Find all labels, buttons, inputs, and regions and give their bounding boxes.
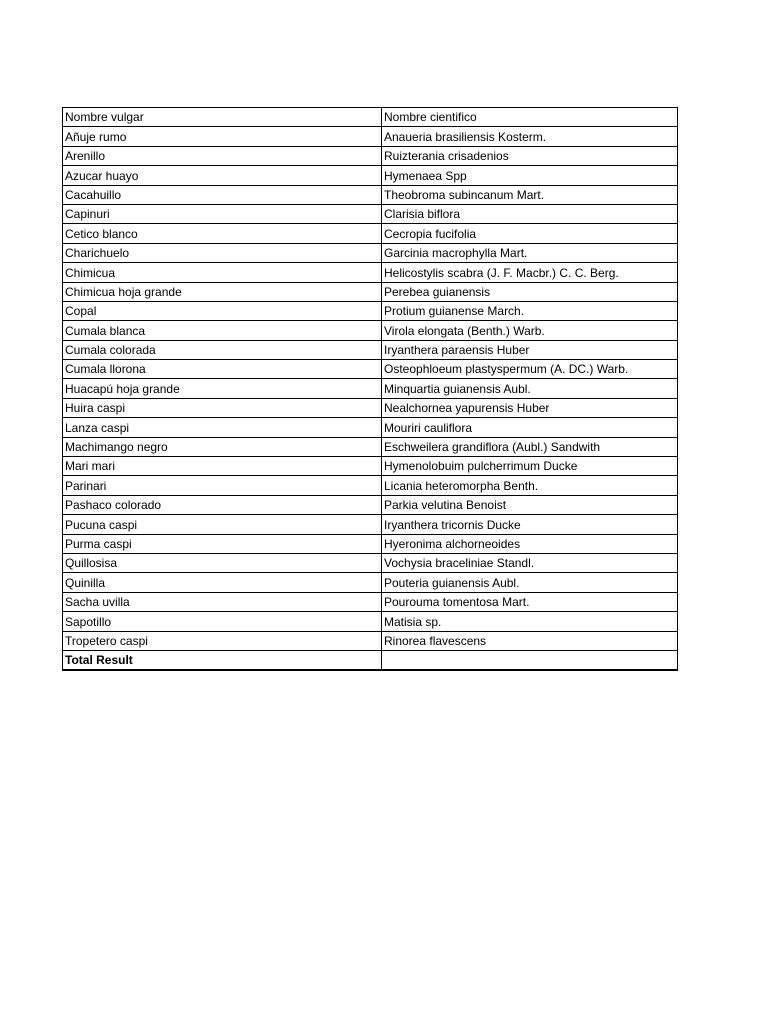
common-name-cell: Cumala colorada: [63, 340, 382, 359]
table-row: [63, 573, 678, 592]
scientific-name-cell: Clarisia biflora: [382, 204, 678, 223]
common-name-cell: Quillosisa: [63, 553, 382, 572]
header-row: [63, 108, 678, 127]
table-row: [63, 476, 678, 495]
scientific-name-cell: Minquartia guianensis Aubl.: [382, 379, 678, 398]
scientific-name-cell: Hymenaea Spp: [382, 166, 678, 185]
common-name-cell: Huira caspi: [63, 398, 382, 417]
table-row: [63, 146, 678, 165]
common-name-cell: Lanza caspi: [63, 418, 382, 437]
table-row: [63, 321, 678, 340]
table-row: [63, 592, 678, 611]
table-row: [63, 243, 678, 262]
table-row: [63, 340, 678, 359]
table-row: [63, 553, 678, 572]
common-name-cell: Pashaco colorado: [63, 495, 382, 514]
total-row: [63, 650, 678, 670]
spreadsheet-page: [62, 107, 677, 671]
common-name-cell: Azucar huayo: [63, 166, 382, 185]
table-row: [63, 166, 678, 185]
table-row: [63, 398, 678, 417]
common-name-cell: Purma caspi: [63, 534, 382, 553]
table-row: [63, 612, 678, 631]
table-row: [63, 282, 678, 301]
table-row: [63, 379, 678, 398]
scientific-name-cell: Pouteria guianensis Aubl.: [382, 573, 678, 592]
table-row: [63, 360, 678, 379]
common-name-cell: Pucuna caspi: [63, 515, 382, 534]
table-row: [63, 418, 678, 437]
table-row: [63, 631, 678, 650]
common-name-cell: Huacapú hoja grande: [63, 379, 382, 398]
table-row: [63, 515, 678, 534]
common-name-cell: Copal: [63, 301, 382, 320]
common-name-cell: Sacha uvilla: [63, 592, 382, 611]
scientific-name-cell: Vochysia braceliniae Standl.: [382, 553, 678, 572]
scientific-name-cell: Perebea guianensis: [382, 282, 678, 301]
common-name-cell: Capinuri: [63, 204, 382, 223]
table-row: [63, 301, 678, 320]
species-table-body: [63, 108, 678, 671]
scientific-name-cell: Hymenolobuim pulcherrimum Ducke: [382, 457, 678, 476]
scientific-name-cell: Cecropia fucifolia: [382, 224, 678, 243]
table-row: [63, 263, 678, 282]
scientific-name-cell: Virola elongata (Benth.) Warb.: [382, 321, 678, 340]
common-name-cell: Chimicua hoja grande: [63, 282, 382, 301]
table-row: [63, 224, 678, 243]
table-row: [63, 495, 678, 514]
common-name-cell: Chimicua: [63, 263, 382, 282]
scientific-name-cell: Iryanthera tricornis Ducke: [382, 515, 678, 534]
common-name-cell: Sapotillo: [63, 612, 382, 631]
common-name-cell: Cumala blanca: [63, 321, 382, 340]
common-name-cell: Parinari: [63, 476, 382, 495]
common-name-cell: Quinilla: [63, 573, 382, 592]
scientific-name-cell: Ruizterania crisadenios: [382, 146, 678, 165]
scientific-name-cell: Iryanthera paraensis Huber: [382, 340, 678, 359]
common-name-cell: Cetico blanco: [63, 224, 382, 243]
common-name-cell: Mari mari: [63, 457, 382, 476]
scientific-name-cell: Protium guianense March.: [382, 301, 678, 320]
scientific-name-cell: Nealchornea yapurensis Huber: [382, 398, 678, 417]
scientific-name-cell: Mouriri cauliflora: [382, 418, 678, 437]
scientific-name-cell: Parkia velutina Benoist: [382, 495, 678, 514]
scientific-name-cell: Osteophloeum plastyspermum (A. DC.) Warb.: [382, 360, 678, 379]
scientific-name-cell: Anaueria brasiliensis Kosterm.: [382, 127, 678, 146]
scientific-name-cell: Theobroma subincanum Mart.: [382, 185, 678, 204]
table-row: [63, 204, 678, 223]
common-name-cell: Añuje rumo: [63, 127, 382, 146]
scientific-name-cell: Rinorea flavescens: [382, 631, 678, 650]
common-name-cell: Machimango negro: [63, 437, 382, 456]
scientific-name-cell: Matisia sp.: [382, 612, 678, 631]
total-result-label: Total Result: [63, 650, 382, 670]
table-row: [63, 127, 678, 146]
scientific-name-cell: Helicostylis scabra (J. F. Macbr.) C. C. Berg.: [382, 263, 678, 282]
common-name-cell: Arenillo: [63, 146, 382, 165]
scientific-name-cell: Pourouma tomentosa Mart.: [382, 592, 678, 611]
table-row: [63, 457, 678, 476]
common-name-cell: Tropetero caspi: [63, 631, 382, 650]
table-row: [63, 185, 678, 204]
header-cell-common-name: Nombre vulgar: [63, 108, 382, 127]
common-name-cell: Cumala llorona: [63, 360, 382, 379]
scientific-name-cell: Licania heteromorpha Benth.: [382, 476, 678, 495]
header-cell-scientific-name: Nombre cientifico: [382, 108, 678, 127]
species-table: [62, 107, 678, 671]
table-row: [63, 534, 678, 553]
total-result-value: [382, 650, 678, 670]
scientific-name-cell: Eschweilera grandiflora (Aubl.) Sandwith: [382, 437, 678, 456]
scientific-name-cell: Garcinia macrophylla Mart.: [382, 243, 678, 262]
scientific-name-cell: Hyeronima alchorneoides: [382, 534, 678, 553]
common-name-cell: Cacahuillo: [63, 185, 382, 204]
common-name-cell: Charichuelo: [63, 243, 382, 262]
table-row: [63, 437, 678, 456]
